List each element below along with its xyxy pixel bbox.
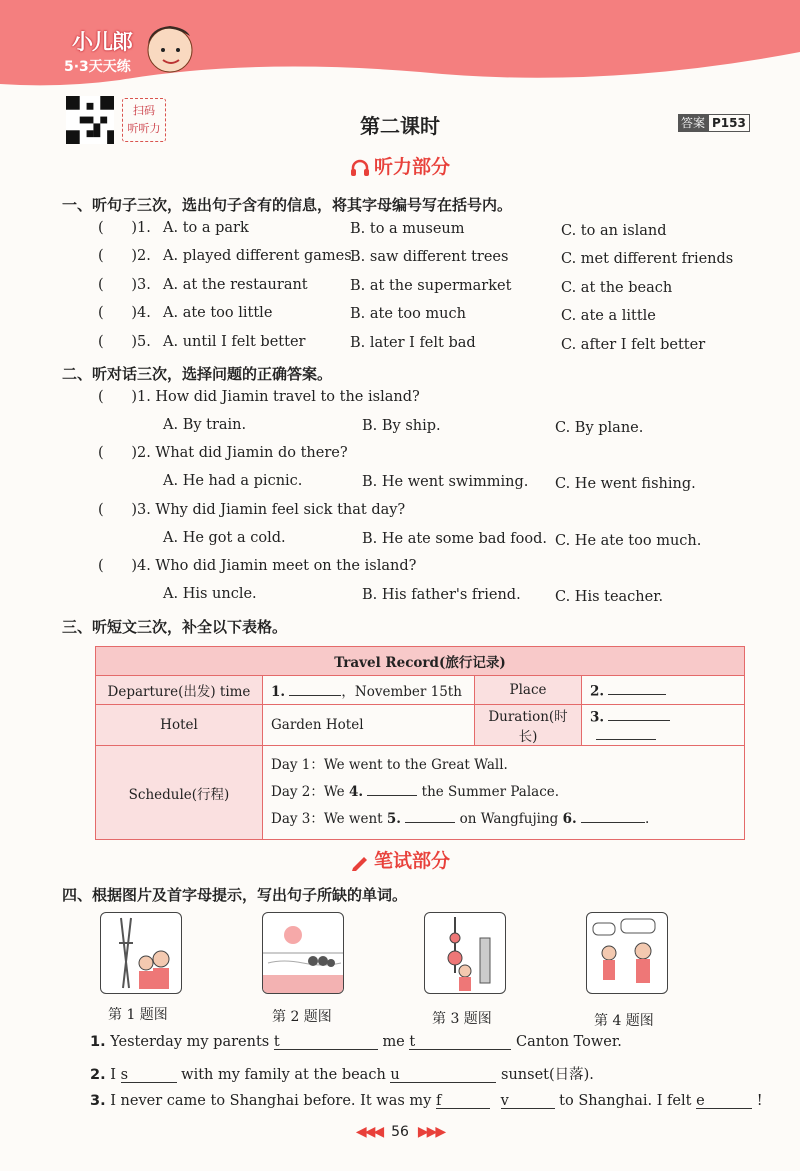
duration-label: Duration(时长) (475, 705, 582, 746)
travel-record-table (95, 646, 745, 840)
option-a: A. ate too little (163, 305, 273, 321)
schedule-day2[interactable]: Day 2：We 4. the Summer Palace. (271, 779, 736, 806)
blank-number-3: 3. (590, 709, 605, 725)
option-b: B. ate too much (350, 306, 466, 322)
option-b: B. He went swimming. (362, 474, 529, 490)
next-arrows-icon: ▶▶▶ (417, 1124, 445, 1140)
option-c: C. met different friends (561, 251, 734, 267)
departure-cell[interactable] (263, 676, 475, 705)
picture-1-canton-tower-family (100, 912, 182, 994)
listening-title: 听力部分 (373, 156, 450, 178)
blank-s1-2[interactable]: t (409, 1034, 511, 1050)
blank-number-5: 5. (386, 811, 401, 827)
option-b: B. later I felt bad (350, 335, 476, 351)
blank-s3-2[interactable]: v (501, 1093, 555, 1109)
page-number: ◀◀◀ 56 ▶▶▶ (355, 1124, 445, 1140)
option-a: A. He had a picnic. (163, 473, 303, 489)
duration-cell[interactable] (582, 705, 745, 746)
caption-1: 第 1 题图 (108, 1007, 168, 1023)
blank-number-2: 2. (590, 683, 605, 700)
blank-number-6: 6. (562, 811, 577, 827)
option-c: C. He ate too much. (555, 533, 702, 549)
departure-label: Departure(出发) time (96, 676, 263, 705)
option-c: C. at the beach (561, 280, 673, 296)
option-a: A. played different games (163, 248, 352, 264)
option-a: A. to a park (163, 220, 249, 236)
brand-logo-text: 小儿郎 (72, 30, 132, 54)
blank-s2-2[interactable]: u (390, 1067, 496, 1083)
schedule-day3[interactable]: Day 3：We went 5. on Wangfujing 6. . (271, 806, 736, 833)
sentence-2[interactable]: 2. I s with my family at the beach u sunset(日落). (90, 1067, 594, 1083)
option-b: B. saw different trees (350, 249, 509, 265)
place-cell[interactable] (582, 676, 745, 705)
option-a: A. until I felt better (163, 334, 306, 350)
option-b: B. at the supermarket (350, 278, 512, 294)
blank-s2-1[interactable]: s (121, 1067, 177, 1083)
blank-s3-1[interactable]: f (436, 1093, 490, 1109)
option-b: B. By ship. (362, 418, 441, 434)
schedule-day1: Day 1：We went to the Great Wall. (271, 757, 508, 773)
picture-4-two-friends-talking (586, 912, 668, 994)
caption-2: 第 2 题图 (272, 1009, 332, 1025)
sentence-1[interactable]: 1. Yesterday my parents t me t Canton Tower. (90, 1034, 622, 1050)
answer-paren[interactable]: ( )3. (98, 277, 151, 293)
option-a: A. His uncle. (163, 586, 257, 602)
answer-paren[interactable]: ( )4. (98, 305, 151, 321)
sentence-3[interactable]: 3. I never came to Shanghai before. It was my f v to Shanghai. I felt e ! (90, 1093, 763, 1109)
schedule-content (263, 746, 744, 839)
caption-4: 第 4 题图 (594, 1013, 654, 1029)
listen-label: 听听力 (127, 122, 161, 135)
table-heading: Travel Record(旅行记录) (96, 647, 745, 676)
option-a: A. He got a cold. (163, 530, 286, 546)
answer-page: P153 (708, 114, 750, 132)
blank-number-1: 1. (271, 684, 286, 700)
place-label: Place (475, 676, 582, 705)
option-c: C. to an island (561, 223, 667, 239)
writing-section-heading (0, 846, 800, 873)
part1-title: 一、听句子三次，选出句子含有的信息，将其字母编号写在括号内。 (62, 196, 513, 214)
option-b: B. to a museum (350, 221, 465, 237)
answer-paren[interactable]: ( )1. (98, 220, 151, 236)
option-c: C. ate a little (561, 308, 656, 324)
part4-title: 四、根据图片及首字母提示，写出句子所缺的单词。 (62, 886, 408, 904)
option-b: B. His father's friend. (362, 587, 521, 603)
page-title: 第二课时 (360, 114, 440, 138)
option-c: C. He went fishing. (555, 476, 696, 492)
picture-3-shanghai-tower (424, 912, 506, 994)
part2-title: 二、听对话三次，选择问题的正确答案。 (62, 365, 333, 383)
option-b: B. He ate some bad food. (362, 531, 548, 547)
brand-subtitle: 5·3天天练 (64, 59, 131, 75)
caption-3: 第 3 题图 (432, 1011, 492, 1027)
departure-date: ，November 15th (341, 684, 462, 700)
prev-arrows-icon: ◀◀◀ (355, 1124, 383, 1140)
blank-number-4: 4. (348, 784, 364, 800)
option-a: A. By train. (163, 417, 247, 433)
part3-title: 三、听短文三次，补全以下表格。 (62, 618, 288, 636)
option-c: C. His teacher. (555, 589, 664, 605)
blank-s3-3[interactable]: e (696, 1093, 752, 1109)
option-c: C. after I felt better (561, 337, 706, 353)
answer-reference (678, 114, 750, 132)
question[interactable]: ( )1. How did Jiamin travel to the island? (98, 389, 420, 405)
hotel-value: Garden Hotel (263, 705, 475, 746)
hotel-label: Hotel (96, 705, 263, 746)
option-a: A. at the restaurant (163, 277, 308, 293)
blank-s1-1[interactable]: t (274, 1034, 378, 1050)
option-c: C. By plane. (555, 420, 644, 436)
writing-title: 笔试部分 (373, 850, 450, 872)
answer-paren[interactable]: ( )2. (98, 248, 151, 264)
answer-label: 答案 (678, 114, 708, 132)
picture-2-beach-sunset (262, 912, 344, 994)
schedule-label: Schedule(行程) (96, 746, 263, 840)
answer-paren[interactable]: ( )5. (98, 334, 151, 350)
scan-label: 扫码 (133, 104, 155, 117)
question[interactable]: ( )3. Why did Jiamin feel sick that day? (98, 502, 406, 518)
question[interactable]: ( )4. Who did Jiamin meet on the island? (98, 558, 417, 574)
question[interactable]: ( )2. What did Jiamin do there? (98, 445, 348, 461)
headphones-icon (350, 159, 370, 177)
listening-section-heading (0, 152, 800, 179)
pencil-icon (350, 853, 370, 871)
